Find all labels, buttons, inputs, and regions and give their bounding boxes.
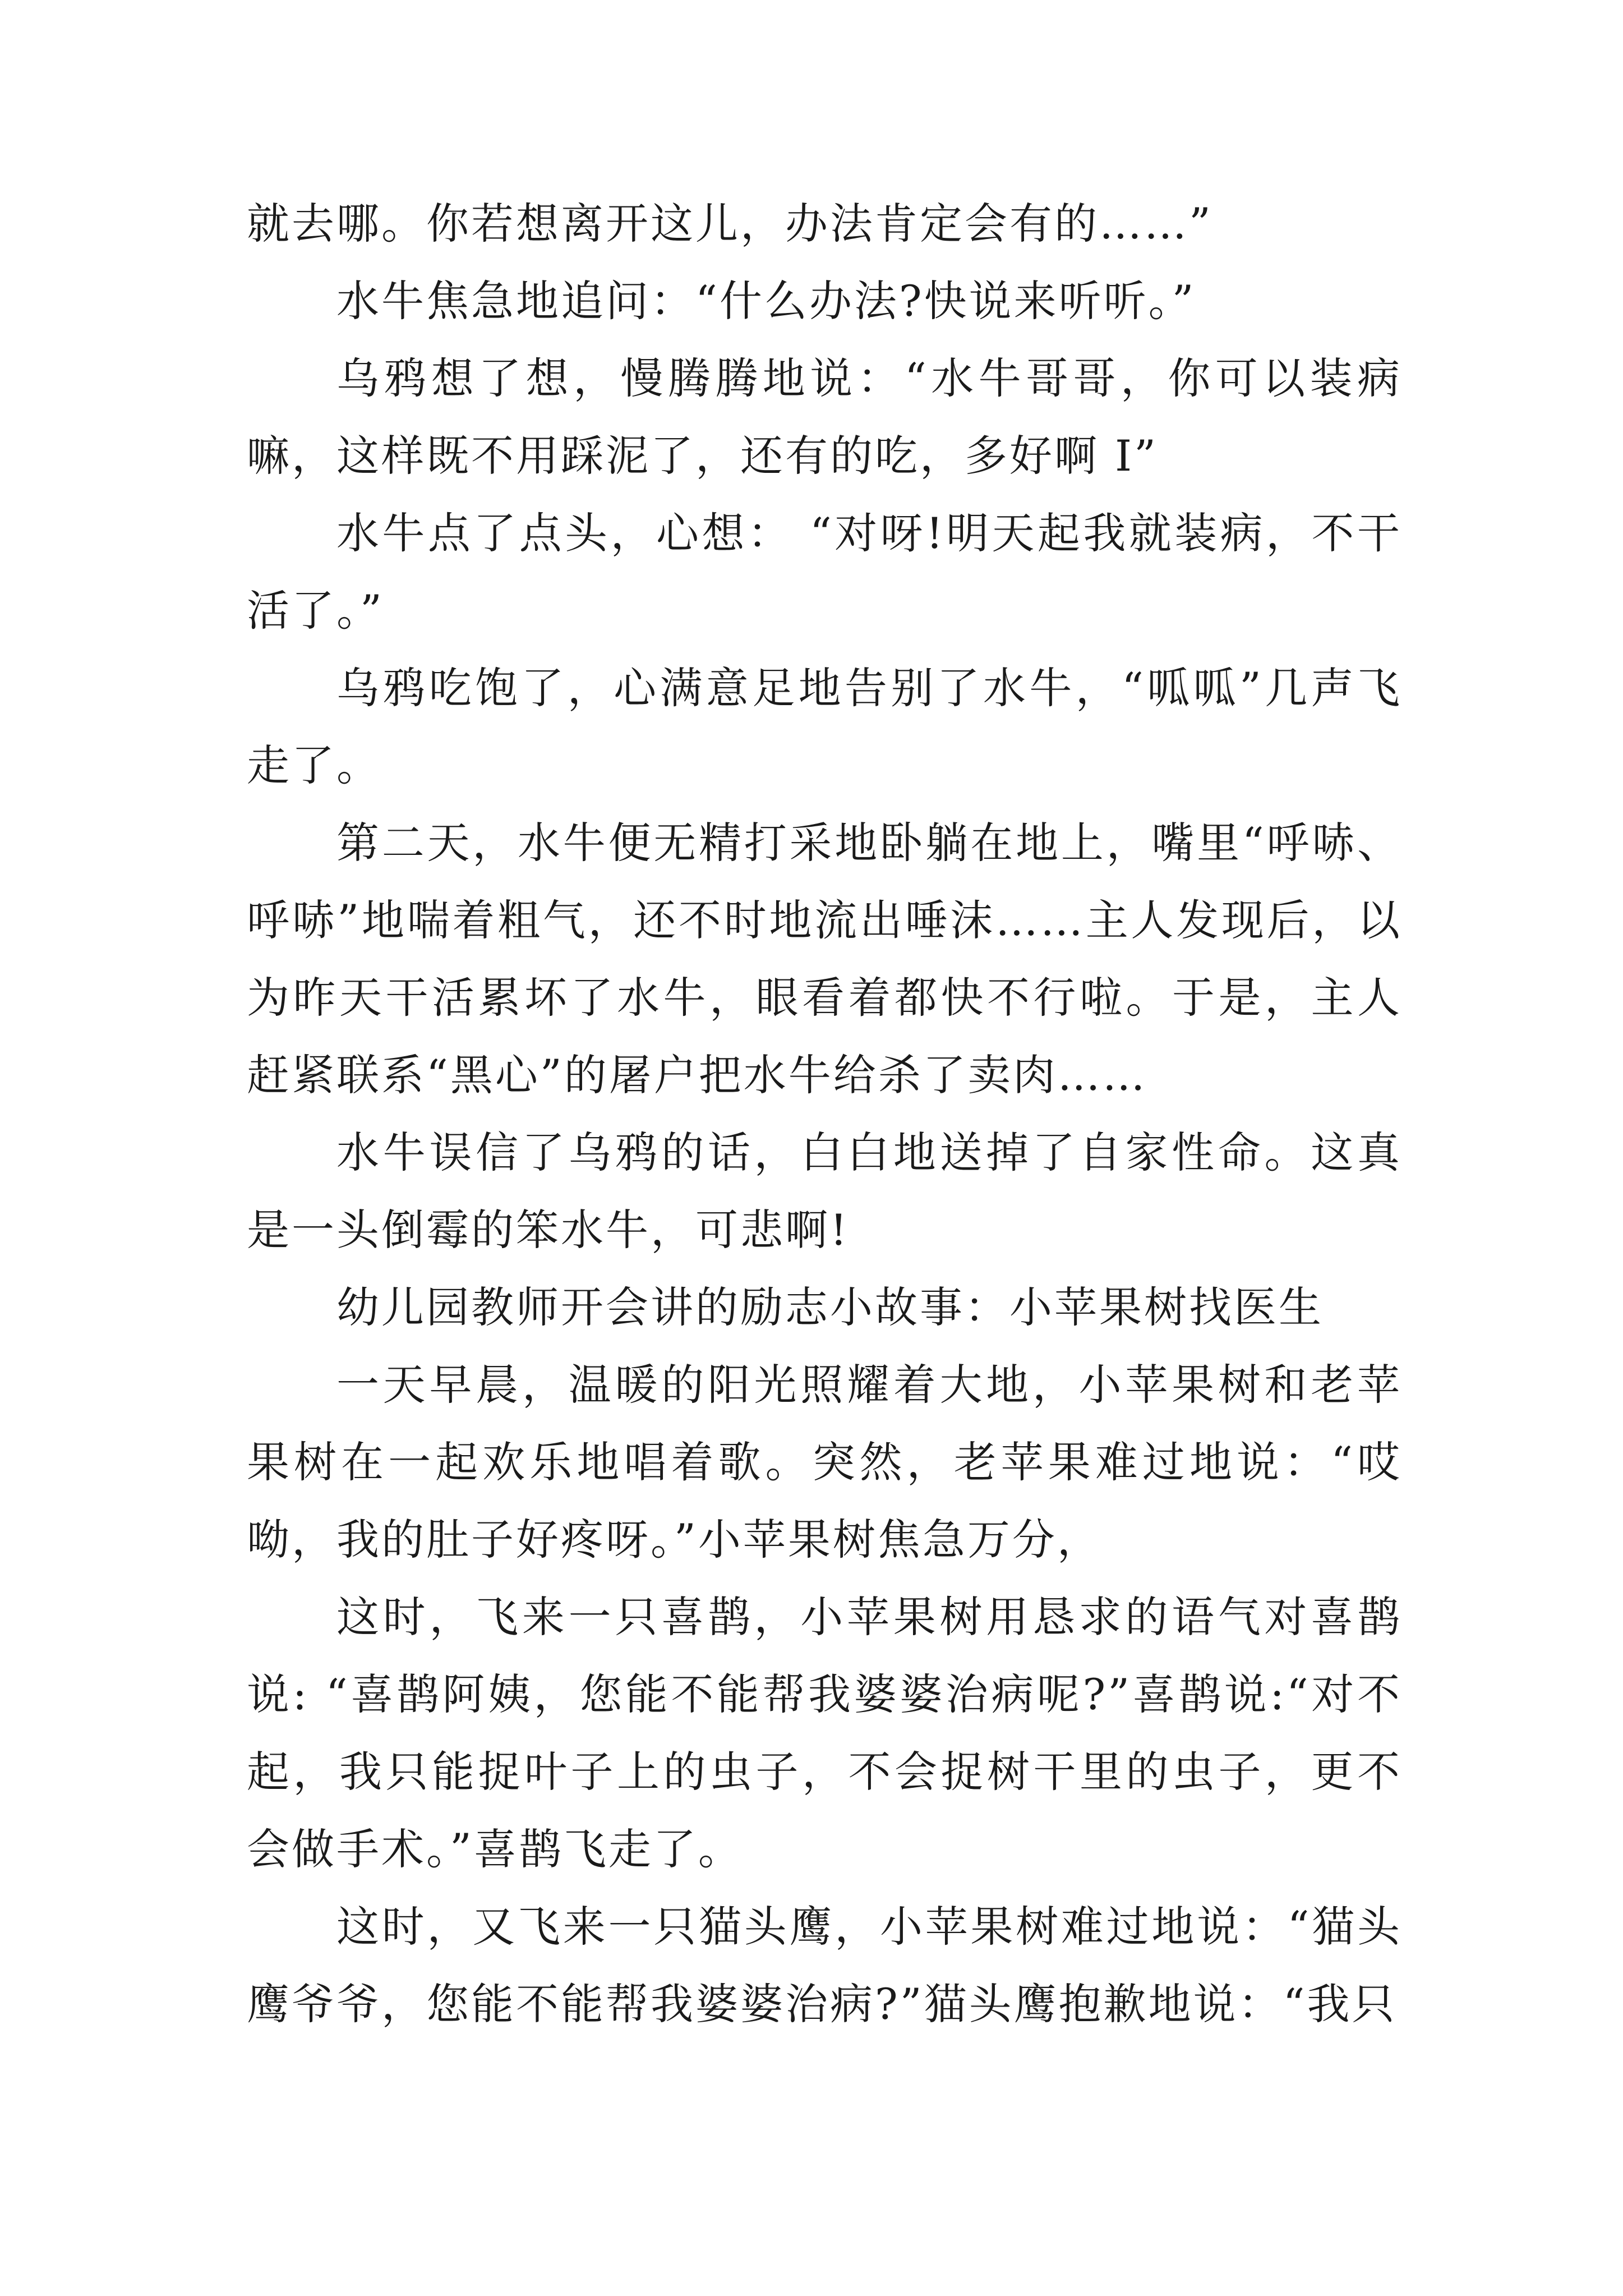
paragraph-7: 水牛误信了乌鸦的话，白白地送掉了自家性命。这真是一头倒霉的笨水牛，可悲啊!	[247, 1128, 1402, 1255]
paragraph-9: 一天早晨，温暖的阳光照耀着大地，小苹果树和老苹果树在一起欢乐地唱着歌。突然，老苹果难过地说：“哎呦，我的肚子好疼呀。”小苹果树焦急万分，	[247, 1360, 1402, 1565]
story-heading: 幼儿园教师开会讲的励志小故事：小苹果树找医生	[336, 1282, 1324, 1332]
paragraph-11: 这时，又飞来一只猫头鹰，小苹果树难过地说：“猫头鹰爷爷，您能不能帮我婆婆治病?”猫头鹰抱歉地说：“我只	[247, 1902, 1402, 2029]
story-text	[247, 185, 1402, 2043]
paragraph-1: 就去哪。你若想离开这儿，办法肯定会有的……”	[247, 199, 1213, 249]
paragraph-5: 乌鸦吃饱了，心满意足地告别了水牛，“呱呱”几声飞走了。	[247, 663, 1402, 790]
paragraph-2: 水牛焦急地追问：“什么办法?快说来听听。”	[336, 276, 1196, 326]
paragraph-6: 第二天，水牛便无精打采地卧躺在地上，嘴里“呼哧、呼哧”地喘着粗气，还不时地流出唾沫……主人发现后，以为昨天干活累坏了水牛，眼看着都快不行啦。于是，主人赶紧联系“黑心”的屠户把水牛给杀了卖肉……	[247, 818, 1402, 1100]
paragraph-3: 乌鸦想了想，慢腾腾地说：“水牛哥哥，你可以装病嘛，这样既不用踩泥了，还有的吃，多好啊 I”	[247, 353, 1402, 481]
paragraph-4: 水牛点了点头，心想： “对呀!明天起我就装病，不干活了。”	[247, 508, 1402, 636]
paragraph-10: 这时，飞来一只喜鹊，小苹果树用恳求的语气对喜鹊说: “喜鹊阿姨，您能不能帮我婆婆治病呢?”喜鹊说:“对不起，我只能捉叶子上的虫子，不会捉树干里的虫子，更不会做手术。”喜鹊飞走了。	[247, 1592, 1402, 1874]
